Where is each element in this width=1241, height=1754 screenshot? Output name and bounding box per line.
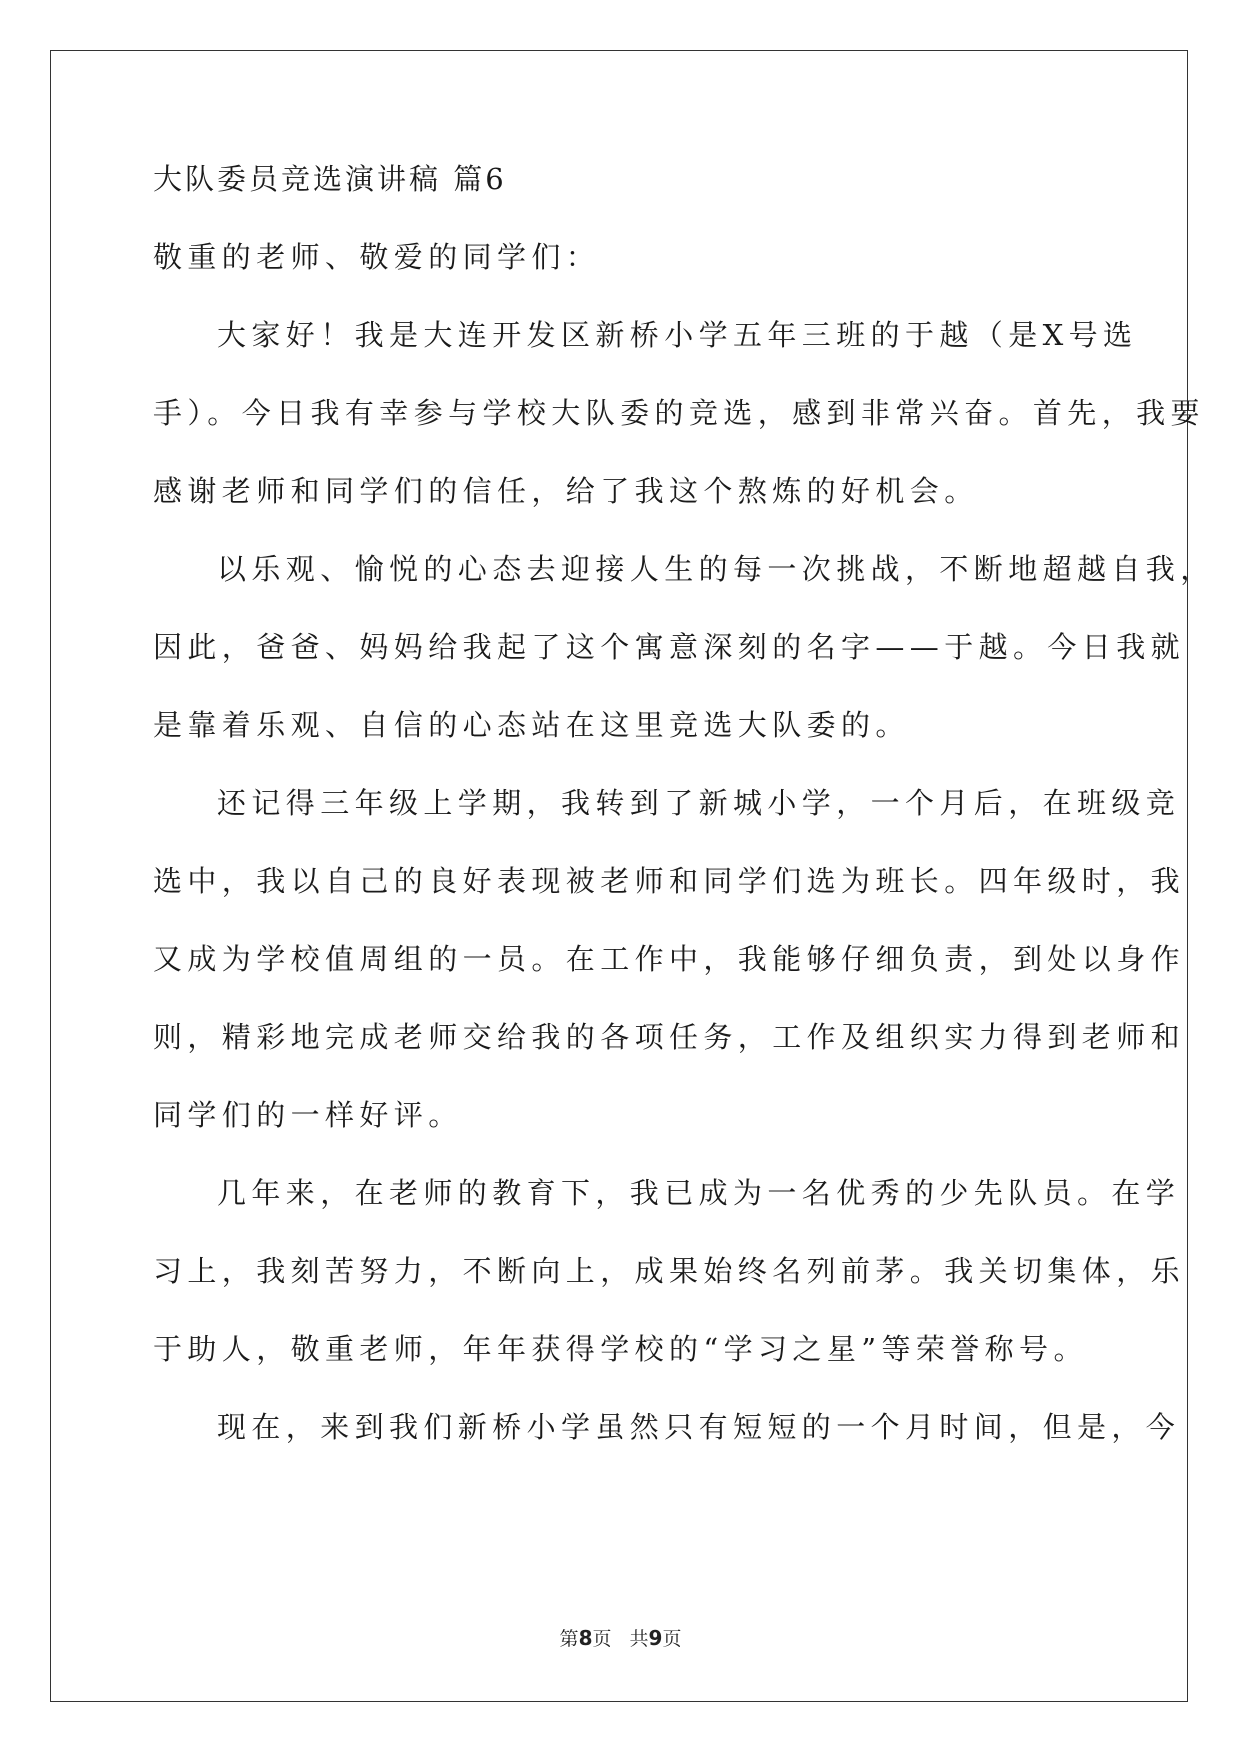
text-line: 习上，我刻苦努力，不断向上，成果始终名列前茅。我关切集体，乐 [153,1254,1186,1288]
text-line: 又成为学校值周组的一员。在工作中，我能够仔细负责，到处以身作 [153,942,1186,976]
page-suffix: 页 [592,1628,612,1650]
page-total: 9 [648,1626,663,1650]
text-line: 因此，爸爸、妈妈给我起了这个寓意深刻的名字——于越。今日我就 [153,630,1186,664]
text-line: 大家好！我是大连开发区新桥小学五年三班的于越（是X号选 [217,318,1138,352]
document-title: 大队委员竞选演讲稿 篇6 [153,162,507,196]
page-footer [0,1627,1241,1650]
text-line: 同学们的一样好评。 [153,1098,463,1132]
page-current: 8 [578,1626,593,1650]
text-line: 则，精彩地完成老师交给我的各项任务，工作及组织实力得到老师和 [153,1020,1186,1054]
text-line: 是靠着乐观、自信的心态站在这里竞选大队委的。 [153,708,910,742]
text-line: 几年来，在老师的教育下，我已成为一名优秀的少先队员。在学 [217,1176,1181,1210]
text-line: 现在，来到我们新桥小学虽然只有短短的一个月时间，但是，今 [217,1410,1181,1444]
total-suffix: 页 [662,1628,682,1650]
text-line: 感谢老师和同学们的信任，给了我这个熬炼的好机会。 [153,474,979,508]
text-line: 以乐观、愉悦的心态去迎接人生的每一次挑战，不断地超越自我， [217,552,1215,586]
body-text [153,318,1215,1491]
text-line: 选中，我以自己的良好表现被老师和同学们选为班长。四年级时，我 [153,864,1186,898]
salutation: 敬重的老师、敬爱的同学们： [153,240,601,274]
document-body [153,162,1215,1491]
page-prefix: 第 [559,1628,579,1650]
text-line: 手）。今日我有幸参与学校大队委的竞选，感到非常兴奋。首先，我要 [153,396,1205,430]
text-line: 还记得三年级上学期，我转到了新城小学，一个月后，在班级竞 [217,786,1181,820]
text-line: 于助人，敬重老师，年年获得学校的“学习之星”等荣誉称号。 [153,1332,1088,1366]
total-prefix: 共 [629,1628,649,1650]
